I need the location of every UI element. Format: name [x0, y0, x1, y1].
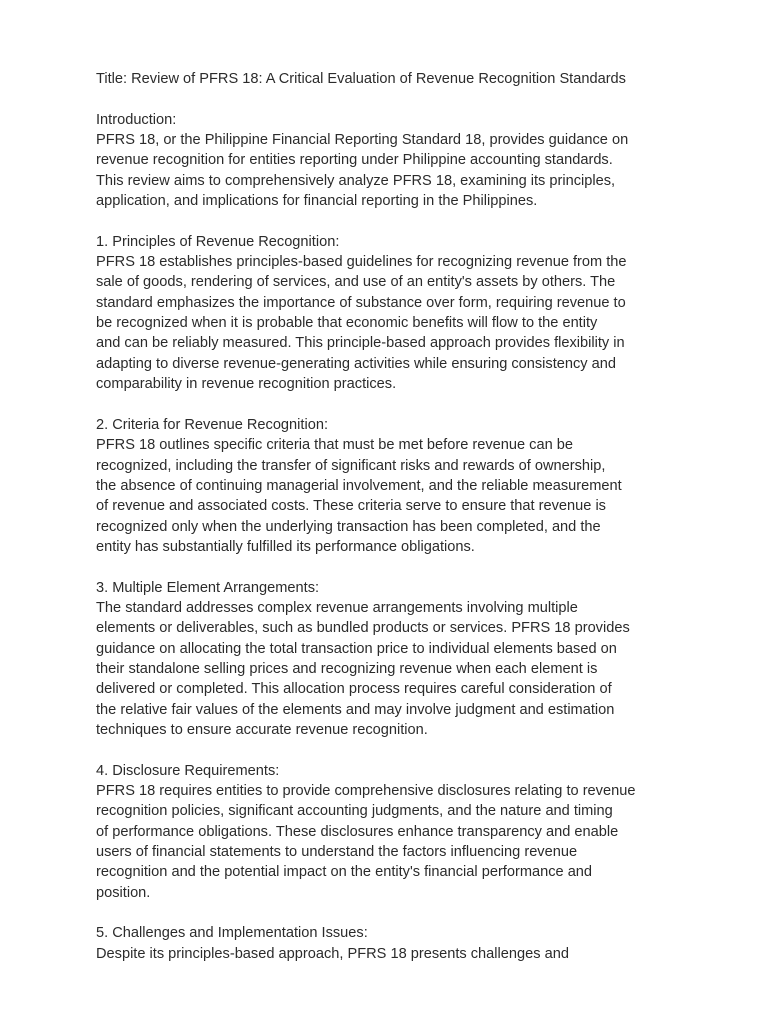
text-line: Despite its principles-based approach, PFRS 18 presents challenges and: [96, 945, 569, 962]
section-heading-introduction: Introduction:: [96, 111, 177, 128]
paragraph-gap: [96, 903, 686, 923]
text-line: sale of goods, rendering of services, and use of an entity's assets by others. The: [96, 274, 616, 291]
text-line: PFRS 18 establishes principles-based guidelines for recognizing revenue from the: [96, 254, 627, 271]
document-body: [96, 69, 686, 964]
text-line: be recognized when it is probable that economic benefits will flow to the entity: [96, 315, 598, 332]
section-heading-disclosure: 4. Disclosure Requirements:: [96, 762, 280, 779]
text-line: their standalone selling prices and recognizing revenue when each element is: [96, 660, 598, 677]
text-line: application, and implications for financial reporting in the Philippines.: [96, 193, 538, 210]
text-line: PFRS 18, or the Philippine Financial Reporting Standard 18, provides guidance on: [96, 132, 629, 149]
text-line: entity has substantially fulfilled its performance obligations.: [96, 538, 475, 555]
text-line: revenue recognition for entities reporting under Philippine accounting standards.: [96, 152, 613, 169]
text-line: delivered or completed. This allocation process requires careful consideration of: [96, 681, 612, 698]
text-line: recognized, including the transfer of significant risks and rewards of ownership,: [96, 457, 606, 474]
paragraph-gap: [96, 395, 686, 415]
text-line: users of financial statements to understand the factors influencing revenue: [96, 844, 578, 861]
text-line: techniques to ensure accurate revenue recognition.: [96, 722, 428, 738]
text-line: and can be reliably measured. This principle-based approach provides flexibility in: [96, 335, 625, 352]
document-title: Title: Review of PFRS 18: A Critical Evaluation of Revenue Recognition Standards: [96, 71, 626, 87]
section-heading-principles: 1. Principles of Revenue Recognition:: [96, 233, 340, 250]
paragraph-gap: [96, 89, 686, 109]
section-heading-challenges: 5. Challenges and Implementation Issues:: [96, 925, 368, 942]
text-line: of revenue and associated costs. These criteria serve to ensure that revenue is: [96, 498, 606, 515]
text-line: position.: [96, 884, 151, 901]
text-line: PFRS 18 outlines specific criteria that must be met before revenue can be: [96, 437, 573, 454]
section-heading-multiple-element: 3. Multiple Element Arrangements:: [96, 579, 320, 596]
text-line: recognized only when the underlying transaction has been completed, and the: [96, 518, 601, 535]
text-line: The standard addresses complex revenue arrangements involving multiple: [96, 599, 578, 616]
text-line: elements or deliverables, such as bundled products or services. PFRS 18 provides: [96, 620, 630, 637]
text-line: the relative fair values of the elements and may involve judgment and estimation: [96, 701, 615, 718]
paragraph-gap: [96, 557, 686, 577]
text-line: comparability in revenue recognition practices.: [96, 376, 397, 393]
text-line: This review aims to comprehensively analyze PFRS 18, examining its principles,: [96, 172, 616, 189]
text-line: the absence of continuing managerial involvement, and the reliable measurement: [96, 477, 622, 494]
text-line: standard emphasizes the importance of substance over form, requiring revenue to: [96, 294, 626, 311]
section-heading-criteria: 2. Criteria for Revenue Recognition:: [96, 416, 328, 433]
text-line: PFRS 18 requires entities to provide comprehensive disclosures relating to revenue: [96, 783, 636, 800]
paragraph-gap: [96, 740, 686, 760]
text-line: guidance on allocating the total transaction price to individual elements based on: [96, 640, 617, 657]
text-line: recognition and the potential impact on the entity's financial performance and: [96, 864, 593, 881]
text-line: adapting to diverse revenue-generating activities while ensuring consistency and: [96, 355, 617, 372]
paragraph-gap: [96, 211, 686, 231]
text-line: of performance obligations. These disclosures enhance transparency and enable: [96, 823, 619, 840]
text-line: recognition policies, significant accounting judgments, and the nature and timing: [96, 803, 613, 820]
